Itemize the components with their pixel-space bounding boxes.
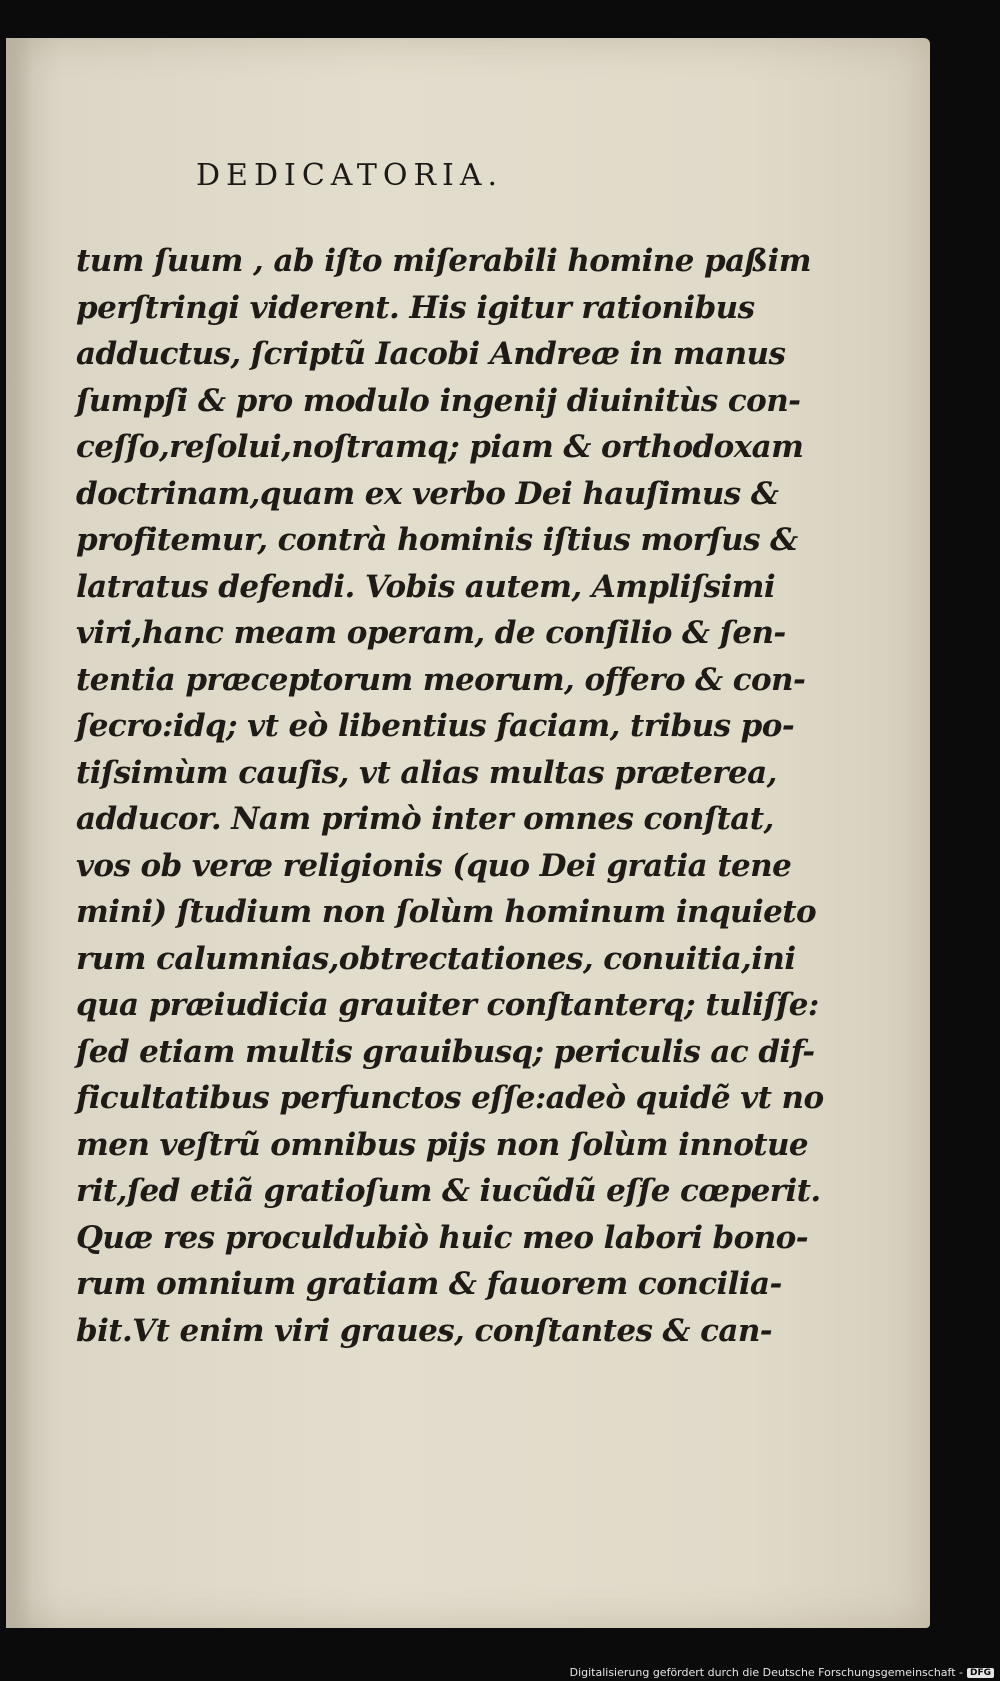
text-line: rit,ſed etiã gratioſum & iucũdũ eſſe cœperit. [76,1173,821,1209]
text-line: adducor. Nam primò inter omnes conſtat, [76,801,774,837]
text-line: viri,hanc meam operam, de conſilio & ſen- [76,615,786,651]
text-line: rum omnium gratiam & fauorem concilia- [76,1266,782,1302]
page-gutter-shadow [6,38,32,1628]
dfg-logo-icon: DFG [967,1668,994,1678]
text-line: ſumpſi & pro modulo ingenij diuinitùs con- [76,382,801,419]
text-line: ceſſo,reſolui,noſtramq; piam & orthodoxam [76,429,804,465]
text-line: qua præiudicia grauiter conſtanterq; tuliſſe: [76,987,819,1023]
text-line: tum ſuum , ab iſto miſerabili homine paßim [76,243,811,279]
text-line: ficultatibus perfunctos eſſe:adeò quidẽ vt no [76,1080,824,1116]
credit-text: Digitalisierung gefördert durch die Deutsche Forschungsgemeinschaft - [569,1666,963,1679]
body-text [76,238,824,1354]
text-line: tiſsimùm cauſis, vt alias multas præterea, [76,754,777,791]
text-line: mini) ſtudium non ſolùm hominum inquieto [76,894,817,930]
text-line: perſtringi viderent. His igitur rationibus [76,289,755,326]
text-line: doctrinam,quam ex verbo Dei hauſimus & [76,475,779,512]
text-line: latratus defendi. Vobis autem, Ampliſsimi [76,568,775,605]
text-line: tentia præceptorum meorum, offero & con- [76,661,806,698]
text-line: bit.Vt enim viri graues, conſtantes & can- [76,1312,773,1349]
text-line: men veſtrũ omnibus pijs non ſolùm innotue [76,1126,809,1163]
digitization-credit [570,1666,994,1679]
text-line: adductus, ſcriptũ Iacobi Andreæ in manus [76,336,786,372]
text-line: ſecro:idq; vt eò libentius faciam, tribus po- [76,708,795,744]
text-line: rum calumnias,obtrectationes, conuitia,ini [76,940,796,977]
text-line: vos ob veræ religionis (quo Dei gratia tene [76,847,792,884]
running-header: DEDICATORIA. [196,158,504,193]
book-page [6,38,930,1628]
text-line: Quæ res proculdubiò huic meo labori bono- [76,1219,808,1256]
text-line: profitemur, contrà hominis iſtius morſus & [76,522,798,558]
text-line: ſed etiam multis grauibusq; periculis ac dif- [76,1033,815,1070]
